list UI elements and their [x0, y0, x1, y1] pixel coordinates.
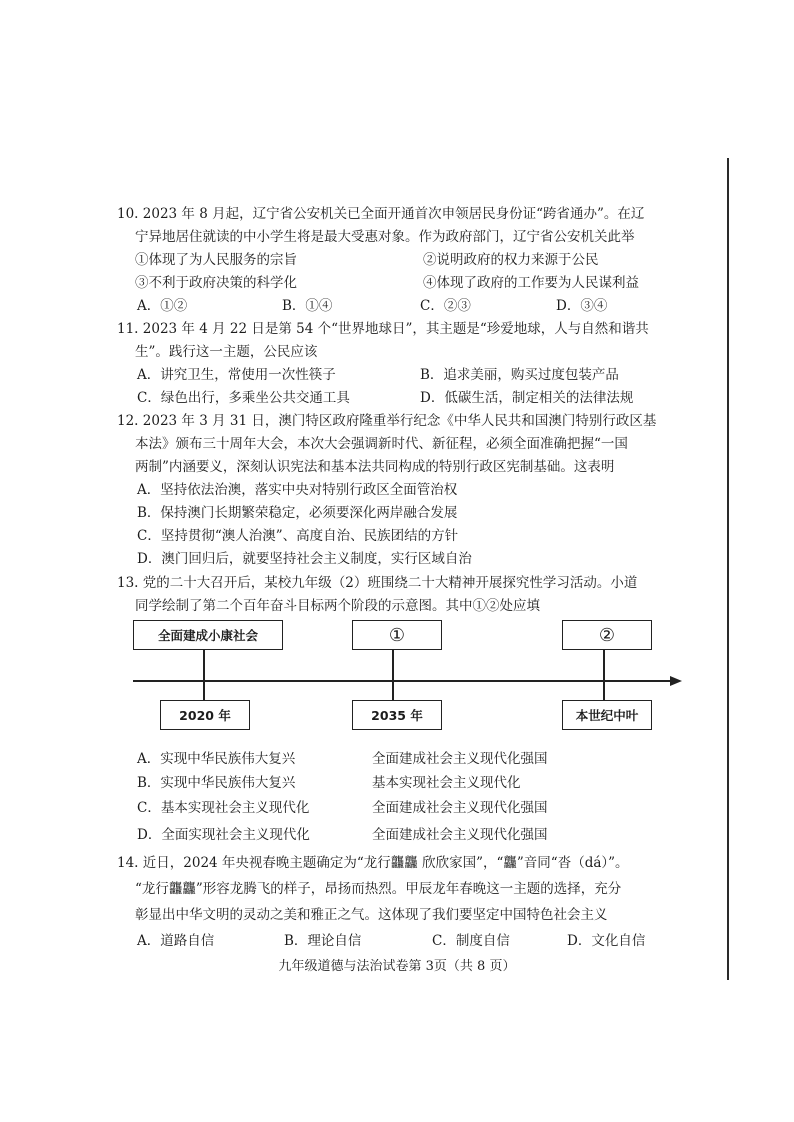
q10-statement-2: ②说明政府的权力来源于公民 — [423, 252, 599, 268]
q13-stem-line2: 同学绘制了第二个百年奋斗目标两个阶段的示意图。其中①②处应填 — [135, 598, 540, 614]
q14-option-c[interactable]: C．制度自信 — [432, 933, 510, 949]
q13-option-c-left[interactable]: C．基本实现社会主义现代化 — [137, 800, 310, 816]
q13-option-a-left[interactable]: A．实现中华民族伟大复兴 — [137, 751, 296, 767]
q11-option-d[interactable]: D．低碳生活，制定相关的法律法规 — [420, 390, 634, 406]
q14-option-b[interactable]: B．理论自信 — [284, 933, 362, 949]
q14-options — [0, 932, 794, 950]
q11-option-a[interactable]: A．讲究卫生，常使用一次性筷子 — [137, 367, 336, 383]
q14-stem-line1: 14. 近日，2024 年央视春晚主题确定为“龙行龘龘 欣欣家国”，“龘”音同“沓（dá）”。 — [117, 855, 629, 871]
q12-option-c[interactable]: C．坚持贯彻“澳人治澳”、高度自治、民族团结的方针 — [137, 528, 459, 544]
q12-option-a[interactable]: A．坚持依法治澳，落实中央对特别行政区全面管治权 — [137, 482, 458, 498]
q10-option-b[interactable]: B．①④ — [282, 298, 333, 314]
timeline-top-box-1: 全面建成小康社会 — [133, 620, 283, 650]
q12-option-d[interactable]: D．澳门回归后，就要坚持社会主义制度，实行区域自治 — [137, 551, 472, 567]
q10-statement-4: ④体现了政府的工作要为人民谋利益 — [423, 275, 639, 291]
q10-stem-line1: 10. 2023 年 8 月起，辽宁省公安机关已全面开通首次申领居民身份证“跨省通办”。在辽 — [117, 206, 645, 222]
q12-option-b[interactable]: B．保持澳门长期繁荣稳定，必须要深化两岸融合发展 — [137, 505, 458, 521]
timeline-bottom-box-1: 2020 年 — [160, 700, 250, 730]
page-footer: 九年级道德与法治试卷第 3页（共 8 页） — [278, 959, 516, 974]
q10-option-c[interactable]: C．②③ — [420, 298, 471, 314]
timeline-bottom-box-3: 本世纪中叶 — [562, 700, 652, 730]
q11-option-b[interactable]: B．追求美丽，购买过度包装产品 — [420, 367, 619, 383]
timeline-bottom-box-2: 2035 年 — [352, 700, 442, 730]
q14-option-a[interactable]: A．道路自信 — [137, 933, 215, 949]
q10-options — [0, 297, 794, 315]
q14-option-d[interactable]: D．文化自信 — [567, 933, 646, 949]
q13-option-c-right: 全面建成社会主义现代化强国 — [372, 800, 548, 816]
q13-option-d-left[interactable]: D．全面实现社会主义现代化 — [137, 827, 310, 843]
timeline-top-box-2: ① — [352, 620, 442, 650]
q13-option-d-right: 全面建成社会主义现代化强国 — [372, 827, 548, 843]
q13-option-b-right: 基本实现社会主义现代化 — [372, 775, 521, 791]
timeline-stem-2 — [392, 648, 394, 700]
q12-stem-line1: 12. 2023 年 3 月 31 日，澳门特区政府隆重举行纪念《中华人民共和国澳门特别行政区基 — [117, 413, 657, 429]
q13-option-b-left[interactable]: B．实现中华民族伟大复兴 — [137, 775, 296, 791]
q12-stem-line2: 本法》颁布三十周年大会，本次大会强调新时代、新征程，必须全面准确把握“一国 — [135, 436, 628, 452]
timeline-stem-1 — [203, 648, 205, 700]
q10-option-d[interactable]: D．③④ — [556, 298, 608, 314]
q10-statement-1: ①体现了为人民服务的宗旨 — [135, 252, 297, 268]
page-edge-line — [727, 158, 729, 980]
timeline-top-box-3: ② — [562, 620, 652, 650]
timeline-arrowhead-icon — [670, 676, 682, 686]
q10-stem-line2: 宁异地居住就读的中小学生将是最大受惠对象。作为政府部门，辽宁省公安机关此举 — [135, 229, 635, 245]
q14-stem-line2: “龙行龘龘”形容龙腾飞的样子，昂扬而热烈。甲辰龙年春晚这一主题的选择，充分 — [135, 881, 622, 897]
timeline-stem-3 — [603, 648, 605, 700]
q10-option-a[interactable]: A．①② — [137, 298, 188, 314]
q12-stem-line3: 两制”内涵要义，深刻认识宪法和基本法共同构成的特别行政区宪制基础。这表明 — [135, 459, 615, 475]
q13-stem-line1: 13. 党的二十大召开后，某校九年级（2）班围绕二十大精神开展探究性学习活动。小道 — [117, 575, 638, 591]
q11-stem-line1: 11. 2023 年 4 月 22 日是第 54 个“世界地球日”，其主题是“珍爱地球，人与自然和谐共 — [117, 321, 649, 337]
q14-stem-line3: 彰显出中华文明的灵动之美和雅正之气。这体现了我们要坚定中国特色社会主义 — [135, 907, 608, 923]
q11-option-c[interactable]: C．绿色出行，多乘坐公共交通工具 — [137, 390, 350, 406]
q13-option-a-right: 全面建成社会主义现代化强国 — [372, 751, 548, 767]
timeline-axis — [133, 680, 673, 682]
q10-statement-3: ③不利于政府决策的科学化 — [135, 275, 297, 291]
q11-stem-line2: 生”。践行这一主题，公民应该 — [135, 344, 318, 360]
